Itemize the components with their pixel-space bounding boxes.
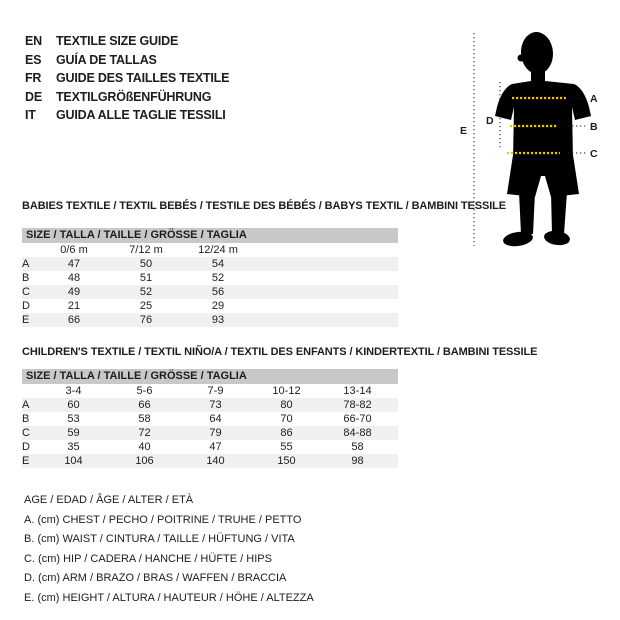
size-value: 66-70: [343, 413, 372, 425]
measure-label-c: C: [590, 148, 598, 160]
size-value: 70: [280, 413, 293, 425]
row-label: C: [22, 286, 30, 298]
size-value: 104: [64, 455, 83, 467]
babies-section-title: BABIES TEXTILE / TEXTIL BEBÉS / TESTILE DES BÉBÉS / BABYS TEXTIL / BAMBINI TESSILE: [22, 200, 507, 212]
row-label: B: [22, 413, 30, 425]
children-size-table: [22, 369, 398, 468]
size-value: 79: [209, 427, 222, 439]
measure-label-b: B: [590, 121, 598, 133]
size-value: 66: [138, 399, 151, 411]
row-label: D: [22, 300, 30, 312]
table-row: [22, 271, 398, 285]
size-value: 140: [206, 455, 225, 467]
child-silhouette-icon: [495, 31, 591, 248]
legend-height: E. (cm) HEIGHT / ALTURA / HAUTEUR / HÖHE / ALTEZZA: [24, 591, 314, 604]
size-value: 56: [211, 286, 225, 298]
column-header: 13-14: [343, 385, 372, 397]
size-value: 29: [211, 300, 225, 312]
size-value: 76: [139, 314, 153, 326]
size-value: 64: [209, 413, 222, 425]
babies-size-table: [22, 228, 398, 327]
size-value: 52: [139, 286, 153, 298]
language-row-it: [25, 106, 229, 125]
language-row-es: [25, 51, 229, 70]
row-label: C: [22, 427, 30, 439]
size-value: 58: [138, 413, 151, 425]
size-value: 93: [211, 314, 225, 326]
size-value: 98: [351, 455, 364, 467]
babies-size-header-bar: SIZE / TALLA / TAILLE / GRÖSSE / TAGLIA: [22, 228, 398, 243]
legend-age: AGE / EDAD / ÂGE / ALTER / ETÀ: [24, 494, 194, 506]
children-size-header-bar: SIZE / TALLA / TAILLE / GRÖSSE / TAGLIA: [22, 369, 398, 384]
measure-label-e: E: [460, 125, 468, 137]
column-header: 7/12 m: [129, 244, 163, 256]
child-measurement-diagram: [440, 20, 620, 255]
column-header: 10-12: [272, 385, 301, 397]
size-value: 52: [211, 272, 225, 284]
size-value: 21: [67, 300, 81, 312]
size-value: 150: [277, 455, 296, 467]
language-row-en: [25, 32, 229, 51]
language-code: ES: [25, 52, 42, 67]
children-section-title: CHILDREN'S TEXTILE / TEXTIL NIÑO/A / TEXTIL DES ENFANTS / KINDERTEXTIL / BAMBINI TESSILE: [22, 346, 538, 358]
guide-title-en: TEXTILE SIZE GUIDE: [56, 34, 179, 49]
table-row: [22, 299, 398, 313]
column-header: 0/6 m: [60, 244, 88, 256]
size-value: 49: [67, 286, 81, 298]
size-value: 66: [67, 314, 81, 326]
row-label: A: [22, 258, 30, 270]
table-row: [22, 257, 398, 271]
column-header: 5-6: [136, 385, 153, 397]
table-row: [22, 426, 398, 440]
guide-title-es: GUÍA DE TALLAS: [56, 52, 157, 67]
size-value: 86: [280, 427, 293, 439]
language-code: FR: [25, 71, 42, 86]
column-header: 3-4: [65, 385, 82, 397]
measurement-legend: [24, 491, 314, 609]
size-value: 78-82: [343, 399, 372, 411]
size-value: 72: [138, 427, 151, 439]
size-value: 80: [280, 399, 293, 411]
size-value: 84-88: [343, 427, 372, 439]
size-value: 55: [280, 441, 293, 453]
size-value: 60: [67, 399, 80, 411]
size-value: 50: [139, 258, 153, 270]
row-label: E: [22, 314, 30, 326]
size-value: 58: [351, 441, 364, 453]
language-title-list: [25, 32, 229, 125]
language-code: IT: [25, 108, 36, 123]
legend-arm: D. (cm) ARM / BRAZO / BRAS / WAFFEN / BRACCIA: [24, 572, 287, 585]
size-value: 73: [209, 399, 222, 411]
row-label: B: [22, 272, 30, 284]
children-column-header-row: [22, 384, 398, 398]
size-value: 25: [139, 300, 153, 312]
language-code: DE: [25, 89, 42, 104]
language-row-fr: [25, 69, 229, 88]
column-header: 7-9: [207, 385, 224, 397]
table-row: [22, 440, 398, 454]
size-value: 40: [138, 441, 151, 453]
language-code: EN: [25, 34, 42, 49]
size-value: 35: [67, 441, 80, 453]
guide-title-it: GUIDA ALLE TAGLIE TESSILI: [56, 108, 226, 123]
size-value: 53: [67, 413, 80, 425]
legend-chest: A. (cm) CHEST / PECHO / POITRINE / TRUHE / PETTO: [24, 513, 302, 526]
size-value: 47: [209, 441, 222, 453]
guide-title-de: TEXTILGRÖßENFÜHRUNG: [56, 89, 212, 104]
table-row: [22, 285, 398, 299]
size-value: 54: [211, 258, 225, 270]
legend-hip: C. (cm) HIP / CADERA / HANCHE / HÜFTE / HIPS: [24, 552, 272, 565]
row-label: A: [22, 399, 30, 411]
legend-waist: B. (cm) WAIST / CINTURA / TAILLE / HÜFTUNG / VITA: [24, 533, 295, 546]
size-value: 106: [135, 455, 154, 467]
table-row: [22, 313, 398, 327]
row-label: D: [22, 441, 30, 453]
measure-label-d: D: [486, 115, 494, 127]
size-value: 47: [67, 258, 81, 270]
table-row: [22, 454, 398, 468]
size-value: 59: [67, 427, 80, 439]
table-row: [22, 412, 398, 426]
guide-title-fr: GUIDE DES TAILLES TEXTILE: [56, 71, 230, 86]
row-label: E: [22, 455, 30, 467]
column-header: 12/24 m: [198, 244, 238, 256]
measure-label-a: A: [590, 93, 598, 105]
babies-column-header-row: [22, 243, 398, 257]
language-row-de: [25, 88, 229, 107]
size-value: 48: [67, 272, 81, 284]
size-value: 51: [139, 272, 153, 284]
table-row: [22, 398, 398, 412]
